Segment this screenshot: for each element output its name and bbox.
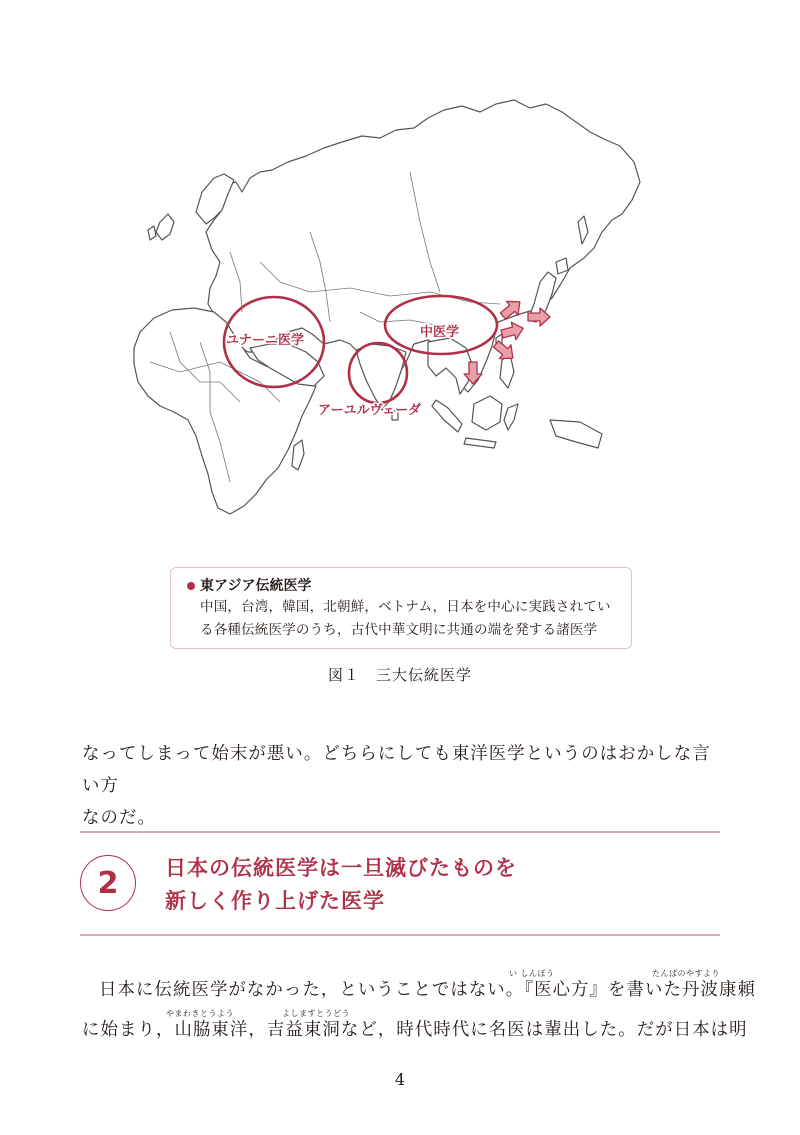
transmission-arrow	[500, 320, 526, 343]
paragraph-1	[82, 738, 722, 834]
legend-title-text: 東アジア伝統医学	[200, 578, 312, 594]
madagascar-landmass	[292, 440, 304, 470]
paragraph-2	[82, 968, 756, 1048]
new-guinea-landmass	[550, 420, 602, 448]
eurasia-africa-map	[110, 82, 670, 562]
paragraph-1-line-2: なのだ。	[82, 808, 156, 828]
ruby-yoshimasu: よしますとうどう	[282, 1009, 350, 1018]
unani-label: ユナーニ医学	[226, 333, 305, 348]
british-isles-landmass	[156, 214, 174, 240]
sulawesi-landmass	[504, 404, 518, 430]
section-title	[165, 852, 517, 918]
section-title-line-2: 新しく作り上げた医学	[165, 889, 385, 913]
borneo-landmass	[472, 396, 502, 430]
sumatra-landmass	[432, 400, 462, 432]
paragraph-1-line-1: なってしまって始末が悪い。どちらにしても東洋医学というのはおかしな言い方	[82, 744, 711, 796]
figure-caption: 図１ 三大伝統医学	[327, 666, 472, 684]
ruby-yamawaki: やまわきとうよう	[166, 1009, 234, 1018]
ruby-ishinpo: い しんぽう	[509, 969, 555, 978]
section-rule-bottom	[80, 934, 720, 936]
page-number: 4	[394, 1070, 406, 1089]
section-rule-top	[80, 831, 720, 833]
zhongyi-label: 中医学	[420, 325, 460, 340]
java-landmass	[464, 438, 496, 448]
section-number-badge: 2	[80, 855, 136, 911]
paragraph-2-line-1-wrap	[82, 968, 756, 1008]
legend-title	[187, 576, 617, 596]
legend-body-line-2: る各種伝統医学のうち，古代中華文明に共通の端を発する諸医学	[200, 622, 598, 638]
legend-body-line-1: 中国，台湾，韓国，北朝鮮，ベトナム，日本を中心に実践されてい	[200, 599, 611, 615]
ayurveda-label: アーユルヴェーダ	[318, 403, 422, 418]
ruby-tanba: たんばのやすより	[652, 969, 720, 978]
bullet-dot-icon	[187, 582, 195, 590]
paragraph-2-line-2-wrap	[82, 1008, 748, 1048]
legend-box	[170, 567, 632, 649]
ireland-landmass	[148, 226, 156, 240]
paragraph-2-line-1: 日本に伝統医学がなかった，ということではない。『医心方』を書いた丹波康頼	[99, 980, 756, 1000]
paragraph-2-line-2: に始まり，山脇東洋，吉益東洞など，時代時代に名医は輩出した。だが日本は明	[82, 1020, 748, 1040]
section-title-line-1: 日本の伝統医学は一旦滅びたものを	[165, 856, 517, 880]
